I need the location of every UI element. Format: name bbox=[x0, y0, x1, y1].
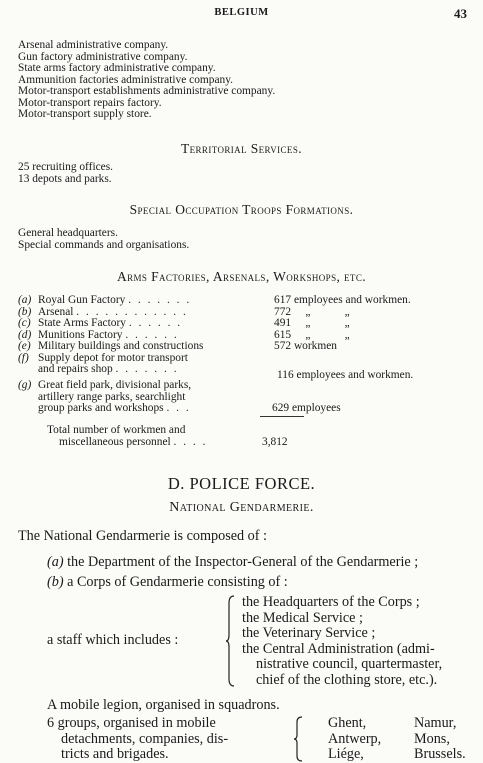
row-count: 772 bbox=[274, 305, 292, 318]
leader-dots: . . . . . . bbox=[128, 317, 183, 329]
staff-item: the Central Administration (admi- bbox=[242, 640, 435, 657]
row-unit: employees and workmen. bbox=[293, 294, 411, 306]
occupation-list bbox=[18, 228, 189, 251]
arms-row-g bbox=[18, 380, 191, 415]
row-count: 491 bbox=[274, 317, 292, 329]
row-name: Royal Gun Factory bbox=[38, 294, 126, 306]
row-count: 116 bbox=[277, 369, 294, 381]
list-item: Motor-transport supply store. bbox=[18, 108, 152, 120]
row-label: (e) bbox=[18, 340, 31, 352]
row-name: Munitions Factory bbox=[38, 328, 123, 341]
list-item: Motor-transport repairs factory. bbox=[18, 96, 162, 109]
leader-dots: . . . . . . . bbox=[128, 294, 192, 306]
list-item: Motor-transport establishments administrative company. bbox=[18, 85, 276, 97]
section-heading-occupation: Special Occupation Troops Formations. bbox=[129, 202, 354, 217]
row-name: State Arms Factory bbox=[38, 317, 126, 329]
list-item: State arms factory administrative company. bbox=[18, 62, 216, 74]
mobile-legion: A mobile legion, organised in squadrons. bbox=[47, 697, 280, 713]
row-unit: employees bbox=[291, 402, 341, 414]
row-name-cont: group parks and workshops bbox=[38, 402, 164, 414]
arms-row-e-values bbox=[274, 341, 337, 353]
total-count: 3,812 bbox=[262, 435, 288, 448]
staff-item-cont: chief of the clothing store, etc.). bbox=[256, 671, 438, 688]
city-name: Brussels. bbox=[414, 746, 466, 762]
groups-line: detachments, companies, dis- bbox=[61, 730, 229, 747]
city-name: Mons, bbox=[414, 730, 450, 747]
staff-items bbox=[242, 595, 442, 688]
leader-dots: . . . . bbox=[173, 435, 208, 448]
row-name: Arsenal bbox=[38, 305, 74, 318]
leader-dots: . . . . . . . bbox=[115, 363, 179, 375]
staff-brace bbox=[226, 595, 236, 687]
city-name: Ghent, bbox=[328, 715, 367, 731]
row-unit: „ „ bbox=[305, 328, 350, 341]
section-heading-police: D. POLICE FORCE. bbox=[167, 474, 316, 493]
territorial-list bbox=[18, 162, 113, 185]
row-label: (c) bbox=[18, 317, 31, 329]
row-unit: „ „ bbox=[305, 317, 350, 329]
staff-item-cont: nistrative council, quartermaster, bbox=[256, 656, 443, 672]
row-unit: „ „ bbox=[305, 305, 350, 318]
groups-text bbox=[47, 716, 228, 763]
item-text: the Department of the Inspector-General of the Gendarmerie ; bbox=[67, 554, 419, 570]
total-label-cont: miscellaneous personnel bbox=[59, 435, 171, 448]
groups-line: tricts and brigades. bbox=[61, 746, 169, 762]
row-name: Great field park, divisional parks, bbox=[38, 379, 192, 391]
row-name: Supply depot for motor transport bbox=[38, 351, 188, 364]
arms-row-f bbox=[18, 353, 188, 376]
row-count: 629 bbox=[272, 402, 290, 414]
row-count: 615 bbox=[274, 328, 292, 341]
gendarmerie-intro: The National Gendarmerie is composed of : bbox=[18, 528, 267, 544]
list-item: Gun factory administrative company. bbox=[18, 50, 188, 63]
arms-row-f-values bbox=[277, 370, 413, 382]
admin-company-list bbox=[18, 40, 275, 121]
arms-row-g-values bbox=[272, 403, 341, 415]
city-name: Liége, bbox=[328, 746, 364, 762]
item-text: a Corps of Gendarmerie consisting of : bbox=[67, 574, 288, 590]
row-label: (g) bbox=[18, 379, 32, 391]
row-label: (b) bbox=[18, 305, 32, 318]
list-item: 13 depots and parks. bbox=[18, 172, 112, 185]
row-unit: employees and workmen. bbox=[296, 369, 414, 381]
page-number: 43 bbox=[454, 6, 467, 21]
staff-item: the Veterinary Service ; bbox=[242, 625, 376, 641]
row-count: 572 bbox=[274, 340, 292, 352]
row-label: (d) bbox=[18, 328, 32, 341]
staff-label: a staff which includes : bbox=[47, 632, 179, 648]
city-name: Namur, bbox=[414, 715, 457, 731]
gendarmerie-item-b bbox=[47, 574, 288, 591]
cities-brace bbox=[294, 716, 304, 762]
leader-dots: . . . bbox=[166, 402, 191, 414]
subheading-gendarmerie: National Gendarmerie. bbox=[169, 500, 314, 515]
total-rule bbox=[260, 416, 304, 417]
row-label: (a) bbox=[18, 294, 32, 306]
cities-left bbox=[328, 716, 381, 763]
row-name-cont: artillery range parks, searchlight bbox=[38, 390, 186, 403]
gendarmerie-item-a bbox=[47, 554, 418, 571]
row-unit: workmen bbox=[293, 340, 337, 352]
staff-item: the Medical Service ; bbox=[242, 609, 363, 626]
groups-line: 6 groups, organised in mobile bbox=[47, 715, 216, 731]
total-label: Total number of workmen and bbox=[47, 424, 186, 436]
staff-item: the Headquarters of the Corps ; bbox=[242, 594, 420, 610]
cities-right bbox=[414, 716, 466, 763]
list-item: 25 recruiting offices. bbox=[18, 161, 113, 173]
list-item: Ammunition factories administrative company. bbox=[18, 73, 233, 86]
row-count: 617 bbox=[274, 294, 292, 306]
row-label: (f) bbox=[18, 351, 29, 364]
row-name: Military buildings and constructions bbox=[38, 340, 204, 352]
running-header-title: BELGIUM bbox=[214, 7, 269, 18]
leader-dots: . . . . . . bbox=[125, 328, 179, 341]
arms-total bbox=[47, 425, 207, 448]
list-item: General headquarters. bbox=[18, 227, 118, 239]
list-item: Special commands and organisations. bbox=[18, 238, 190, 251]
item-label: (b) bbox=[47, 574, 64, 590]
row-name-cont: and repairs shop bbox=[38, 363, 113, 375]
section-heading-arms: Arms Factories, Arsenals, Workshops, etc. bbox=[116, 269, 367, 284]
item-label: (a) bbox=[47, 554, 64, 570]
city-name: Antwerp, bbox=[328, 730, 382, 747]
leader-dots: . . . . . . . . . . . . bbox=[76, 305, 188, 318]
list-item: Arsenal administrative company. bbox=[18, 39, 169, 51]
section-heading-territorial: Territorial Services. bbox=[180, 141, 303, 156]
